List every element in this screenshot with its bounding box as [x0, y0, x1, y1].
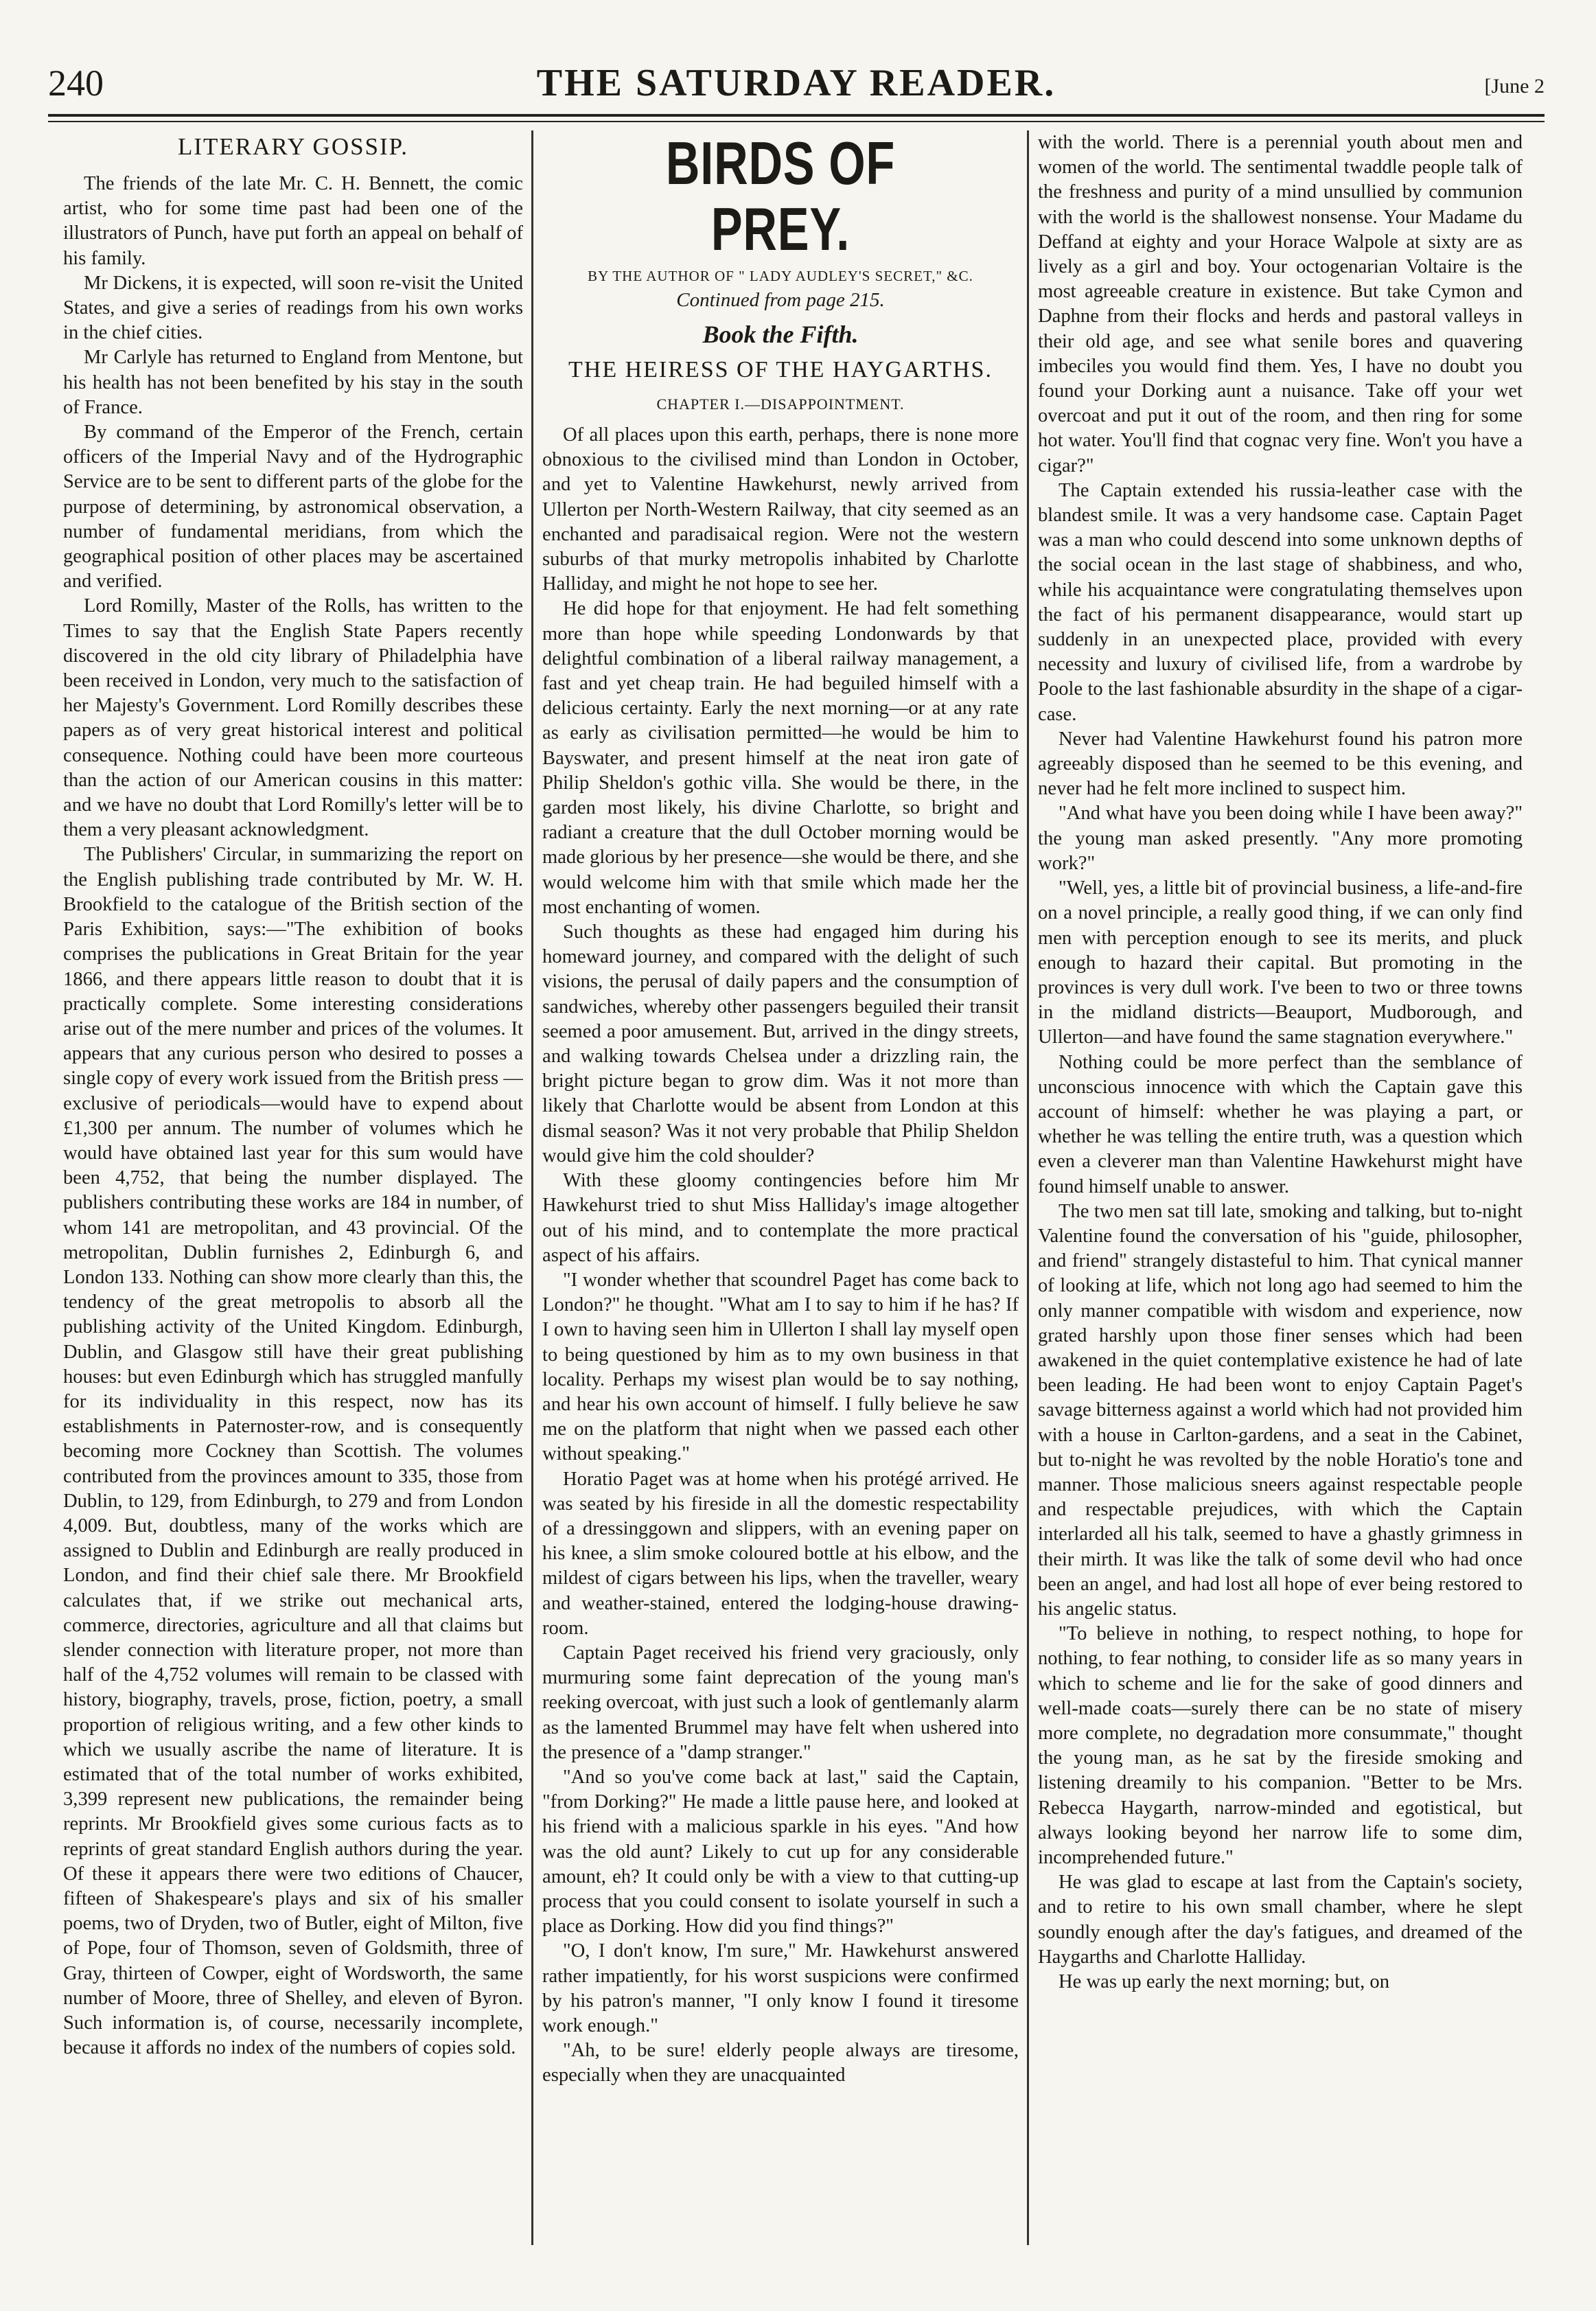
- story-byline: BY THE AUTHOR OF " LADY AUDLEY'S SECRET," &C.: [588, 268, 973, 284]
- book-heading: Book the Fifth.: [702, 321, 859, 348]
- story-paragraph: "Ah, to be sure! elderly people always are tiresome, especially when they are unacquainted: [542, 2040, 1019, 2086]
- part-title: THE HEIRESS OF THE HAYGARTHS.: [568, 357, 993, 382]
- column-divider-2: [1027, 130, 1029, 2245]
- section-heading: LITERARY GOSSIP.: [177, 133, 409, 160]
- gossip-paragraph: Mr Carlyle has returned to England from Mentone, but his health has not been benefited by his stay in the south of France.: [63, 347, 523, 418]
- story-paragraph: Never had Valentine Hawkehurst found his patron more agreeably disposed than he seemed to be this evening, and never had he felt more inclined to suspect him.: [1038, 728, 1523, 800]
- story-paragraph: With these gloomy contingencies before him Mr Hawkehurst tried to shut Miss Halliday's image altogether out of his mind, and to contemplate the more practical aspect of his affairs.: [542, 1170, 1019, 1266]
- page-header: [48, 59, 1545, 107]
- gossip-paragraph: By command of the Emperor of the French, certain officers of the Imperial Navy and of the Hydrographic Service are to be sent to different parts of the globe for the purpose of determining, by astronomical observation, a number of fundamental meridians, from which the geographical position of other places may be ascertained and verified.: [63, 422, 523, 593]
- column-divider-1: [531, 130, 533, 2245]
- story-paragraph: Such thoughts as these had engaged him during his homeward journey, and compared with the delight of such visions, the perusal of daily papers and the consumption of sandwiches, whereby other passengers beguiled their transit seemed a poor amusement. But, arrived in the dingy streets, and walking towards Chelsea under a drizzling rain, the bright picture began to grow dim. Was it not more than likely that Charlotte would be absent from London at this dismal season? Was it not very probable that Philip Sheldon would give him the cold shoulder?: [542, 921, 1019, 1166]
- story-paragraph: Of all places upon this earth, perhaps, there is none more obnoxious to the civilised mind than London in October, and yet to Valentine Hawkehurst, newly arrived from Ullerton per North-Western Railway, that city seemed as an enchanted and paradisaical region. Were not the western suburbs of that murky metropolis inhabited by Charlotte Halliday, and might he not hope to see her.: [542, 424, 1019, 595]
- header-rule-thin: [48, 121, 1545, 122]
- masthead: THE SATURDAY READER.: [536, 62, 1056, 104]
- story-paragraph: Nothing could be more perfect than the semblance of unconscious innocence with which the Captain gave this account of himself: whether he was playing a part, or whether he was telling the entire truth, was a question which even a cleverer man than Valentine Hawkehurst might have found himself unable to answer.: [1038, 1051, 1523, 1197]
- continued-note: Continued from page 215.: [676, 289, 885, 311]
- story-paragraph: "I wonder whether that scoundrel Paget has come back to London?" he thought. "What am I to say to him if he has? If I own to having seen him in Ullerton I shall lay myself open to being questioned by him as to my own business in that locality. Perhaps my wisest plan would be to say nothing, and hear his own account of himself. I fully believe he saw me on the platform that night when we passed each other without speaking.": [542, 1269, 1019, 1465]
- header-rule: [48, 114, 1545, 117]
- column-story-start: [542, 130, 1019, 2279]
- story-title: BIRDS OF PREY.: [665, 130, 896, 263]
- story-paragraph: He was glad to escape at last from the Captain's society, and to retire to his own small chamber, where he slept soundly enough after the day's fatigues, and dreamed of the Haygarths and Charlotte Halliday.: [1038, 1872, 1523, 1968]
- story-paragraph: "And what have you been doing while I have been away?" the young man asked presently. "Any more promoting work?": [1038, 803, 1523, 874]
- gossip-paragraph: Mr Dickens, it is expected, will soon re-visit the United States, and give a series of readings from his own works in the chief cities.: [63, 272, 523, 344]
- column-story-continued: [1038, 130, 1523, 2279]
- story-paragraph: The two men sat till late, smoking and talking, but to-night Valentine found the conversation of his "guide, philosopher, and friend" strangely distasteful to him. That cynical manner of looking at life, which not long ago had seemed to him the only manner compatible with wisdom and experience, now grated harshly upon those finer senses which had been awakened in the quiet contemplative existence he had of late been leading. He had been wont to enjoy Captain Paget's savage bitterness against a world which had not provided him with a house in Carlton-gardens, and a seat in the Cabinet, but to-night he was revolted by the noble Horatio's tone and manner. Those malicious sneers against respectable people and respectable prejudices, with which the Captain interlarded all his talk, seemed to have a ghastly grimness in their mirth. It was like the talk of some devil who had once been an angel, and had lost all hope of ever being restored to his angelic status.: [1038, 1200, 1523, 1620]
- chapter-heading: CHAPTER I.—DISAPPOINTMENT.: [656, 395, 905, 413]
- page-number: 240: [48, 62, 104, 104]
- gossip-paragraph: Lord Romilly, Master of the Rolls, has written to the Times to say that the English State Papers recently discovered in the old city library of Philadelphia have been received in London, very much to the satisfaction of her Majesty's Government. Lord Romilly describes these papers as of very great historical interest and political consequence. Nothing could have been more courteous than the action of our American cousins in this matter: and we have no doubt that Lord Romilly's letter will be to them a very pleasant acknowledgment.: [63, 595, 523, 841]
- story-paragraph: Captain Paget received his friend very graciously, only murmuring some faint deprecation of the young man's reeking overcoat, with just such a look of gentlemanly alarm as the lamented Brummel may have felt when ushered into the presence of a "damp stranger.": [542, 1642, 1019, 1763]
- story-paragraph: "And so you've come back at last," said the Captain, "from Dorking?" He made a little pause here, and looked at his friend with a malicious sparkle in his eyes. "And how was the old aunt? Likely to cut up for any considerable amount, eh? It could only be with a view to that cutting-up process that you could consent to isolate yourself in such a place as Dorking. How did you find things?": [542, 1766, 1019, 1938]
- story-paragraph: The Captain extended his russia-leather case with the blandest smile. It was a very handsome case. Captain Paget was a man who could descend into some unknown depths of the social ocean in the last stage of shabbiness, and who, while his acquaintance were congratulating themselves upon the fact of his permanent disappearance, would start up suddenly in an unexpected place, provided with every necessity and luxury of civilised life, from a wardrobe by Poole to the last fashionable absurdity in the shape of a cigar-case.: [1038, 479, 1523, 725]
- story-paragraph: He did hope for that enjoyment. He had felt something more than hope while speeding Londonwards by that delightful combination of a liberal railway management, a fast and yet cheap train. He had beguiled himself with a delicious certainty. Early the next morning—or at any rate as early as civilisation permitted—he would be him to Bayswater, and present himself at the neat iron gate of Philip Sheldon's gothic villa. She would be there, in the garden most likely, his divine Charlotte, so bright and radiant a creature that the dull October morning would be made glorious by her presence—she would be there, and she would welcome him with that smile which made her the most enchanting of women.: [542, 598, 1019, 918]
- gossip-paragraph: The Publishers' Circular, in summarizing the report on the English publishing trade contributed by Mr. W. H. Brookfield to the catalogue of the British section of the Paris Exhibition, says:—"The exhibition of books comprises the publications in Great Britain for the year 1866, and there appears little reason to doubt that it is practically complete. Some interesting considerations arise out of the mere number and prices of the volumes. It appears that any curious person who desired to posses a single copy of every work issued from the British press —exclusive of periodicals—would have to expend about £1,300 per annum. The number of volumes which he would have obtained last year for this sum would have been 4,752, that being the number displayed. The publishers contributing these works are 184 in number, of whom 141 are metropolitan, and 43 provincial. Of the metropolitan, Dublin furnishes 2, Edinburgh 6, and London 133. Nothing can show more clearly than this, the tendency of the great metropolis to absorb all the publishing activity of the United Kingdom. Edinburgh, Dublin, and Glasgow still have their great publishing houses: but even Edinburgh which has struggled manfully for its individuality in this respect, now has its establishments in Paternoster-row, and is consequently becoming more Cockney than Scottish. The volumes contributed from the provinces amount to 335, those from Dublin, to 129, from Edinburgh, to 279 and from London 4,009. But, doubtless, many of the works which are assigned to Dublin and Edinburgh are really produced in London, and find their chief sale there. Mr Brookfield calculates that, if we strike out mechanical arts, commerce, directories, agriculture and all that claims but slender connection with literature proper, not more than half of the 4,752 volumes will remain to be classed with history, biography, travels, prose, fiction, poetry, a small proportion of religious writing, and a few other kinds to which we usually ascribe the name of literature. It is estimated that of the total number of works exhibited, 3,399 represent new publications, the remainder being reprints. Mr Brookfield gives some curious facts as to reprints of great standard English authors during the year. Of these it appears there were two editions of Chaucer, fifteen of Shakespeare's plays and six of his smaller poems, two of Dryden, two of Butler, eight of Milton, five of Pope, four of Thomson, seven of Goldsmith, three of Gray, thirteen of Cowper, eight of Wordsworth, the same number of Moore, three of Shelley, and eleven of Byron. Such information is, of course, necessarily incomplete, because it affords no index of the numbers of copies sold.: [63, 844, 523, 2059]
- story-paragraph: with the world. There is a perennial youth about men and women of the world. The sentimental twaddle people talk of the freshness and purity of a mind unsullied by communion with the world is the shallowest nonsense. Your Madame du Deffand at eighty and your Horace Walpole at sixty are as lively as a girl and boy. Your octogenarian Voltaire is the most agreeable creature in existence. But take Cymon and Daphne from their flocks and herds and pastoral valleys in their old age, and see what senile bores and quavering imbeciles you would find them. Yes, I have no doubt you found your Dorking aunt a nuisance. Take off your wet overcoat and put it out of the room, and then ring for some hot water. You'll find that cognac very fine. Won't you have a cigar?": [1038, 132, 1523, 476]
- story-paragraph: He was up early the next morning; but, on: [1059, 1971, 1390, 1993]
- issue-date: [June 2: [1484, 75, 1545, 97]
- gossip-paragraph: The friends of the late Mr. C. H. Bennett, the comic artist, who for some time past had been one of the illustrators of Punch, have put forth an appeal on behalf of his family.: [63, 173, 523, 269]
- column-literary-gossip: [63, 130, 523, 2279]
- story-paragraph: Horatio Paget was at home when his protégé arrived. He was seated by his fireside in all the domestic respectability of a dressinggown and slippers, with an evening paper on his knee, a slim smoke coloured bottle at his elbow, and the mildest of cigars between his lips, when the traveller, weary and weather-stained, entered the lodging-house drawing-room.: [542, 1468, 1019, 1639]
- story-paragraph: "O, I don't know, I'm sure," Mr. Hawkehurst answered rather impatiently, for his worst suspicions were confirmed by his patron's manner, "I only know I found it tiresome work enough.": [542, 1940, 1019, 2036]
- story-paragraph: "To believe in nothing, to respect nothing, to hope for nothing, to fear nothing, to consider life as so many years in which to scheme and lie for the sake of good dinners and well-made coats—surely there can be no state of misery more complete, no degradation more consummate," thought the young man, as he sat by the fireside smoking and listening dreamily to his companion. "Better to be Mrs. Rebecca Haygarth, narrow-minded and egotistical, but always looking beyond her narrow life to some dim, incomprehended future.": [1038, 1623, 1523, 1869]
- story-paragraph: "Well, yes, a little bit of provincial business, a life-and-fire on a novel principle, a really good thing, if we can only find men with perception enough to see its merits, and pluck enough to hazard their capital. But promoting in the provinces is very dull work. I've been to two or three towns in the midland districts—Beauport, Mudborough, and Ullerton—and have found the same stagnation everywhere.": [1038, 877, 1523, 1048]
